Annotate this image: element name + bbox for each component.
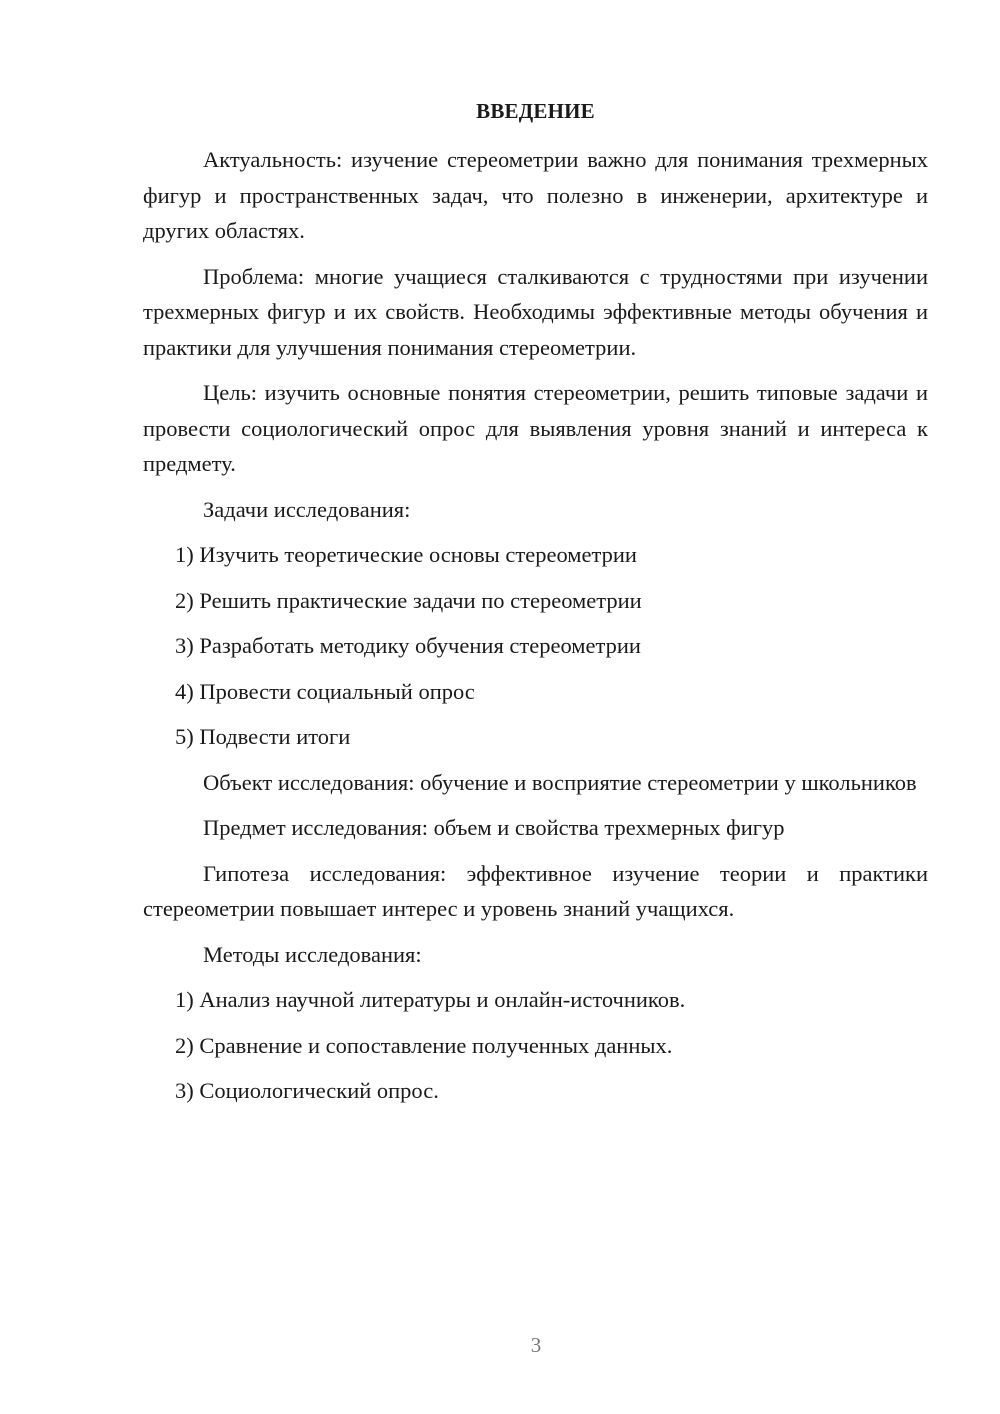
- method-item: 3) Социологический опрос.: [175, 1078, 439, 1103]
- task-item: 1) Изучить теоретические основы стереометрии: [175, 542, 637, 567]
- page-title: ВВЕДЕНИЕ: [476, 99, 595, 123]
- paragraph-goal: Цель: изучить основные понятия стереометрии, решить типовые задачи и провести социологический опрос для выявления уровня знаний и интереса к предмету.: [143, 380, 928, 476]
- task-item: 4) Провести социальный опрос: [175, 678, 475, 704]
- method-item: 2) Сравнение и сопоставление полученных данных.: [175, 1032, 673, 1058]
- paragraph-relevance: Актуальность: изучение стереометрии важно для понимания трехмерных фигур и пространственных задач, что полезно в инженерии, архитектуре и других областях.: [143, 147, 928, 243]
- page-number: 3: [530, 1333, 542, 1357]
- task-item: 2) Решить практические задачи по стереометрии: [175, 587, 642, 613]
- tasks-heading: Задачи исследования:: [203, 496, 411, 522]
- document-body: [143, 142, 928, 1119]
- method-item: 1) Анализ научной литературы и онлайн-источников.: [175, 987, 686, 1012]
- methods-heading: Методы исследования:: [203, 941, 422, 967]
- task-item: 3) Разработать методику обучения стереометрии: [175, 633, 641, 658]
- paragraph-subject: Предмет исследования: объем и свойства трехмерных фигур: [203, 815, 785, 840]
- paragraph-hypothesis: Гипотеза исследования: эффективное изучение теории и практики стереометрии повышает интерес и уровень знаний учащихся.: [143, 860, 928, 921]
- task-item: 5) Подвести итоги: [175, 724, 351, 749]
- paragraph-object: Объект исследования: обучение и восприятие стереометрии у школьников: [203, 769, 917, 795]
- paragraph-problem: Проблема: многие учащиеся сталкиваются с трудностями при изучении трехмерных фигур и их свойств. Необходимы эффективные методы обучения и практики для улучшения понимания стереометрии.: [143, 263, 928, 360]
